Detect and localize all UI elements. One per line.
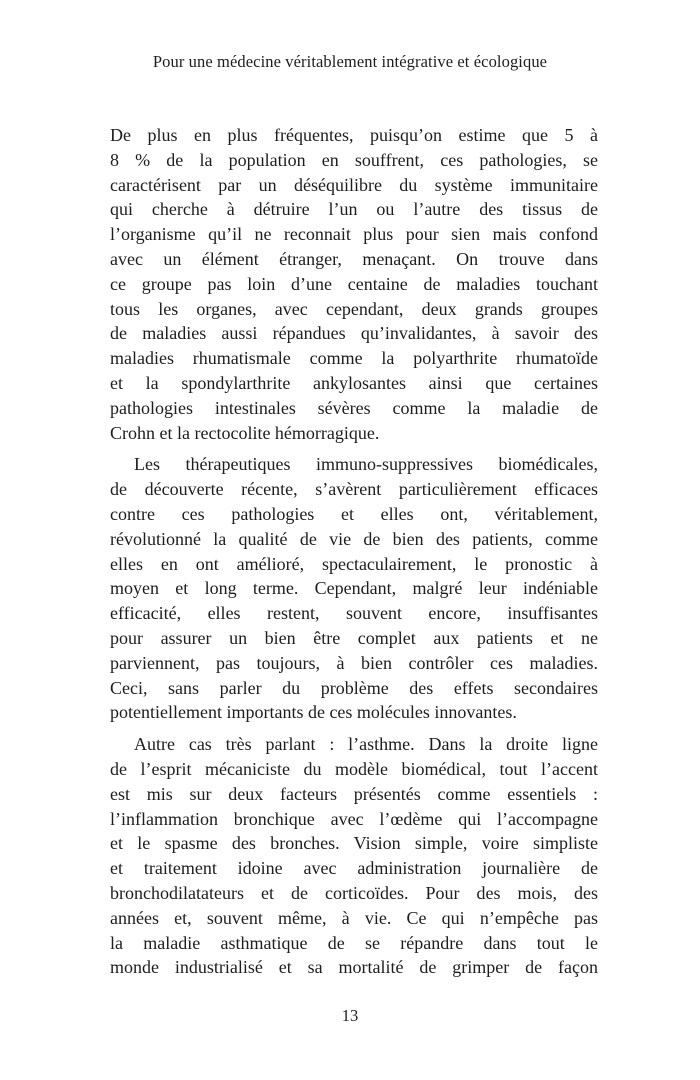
text-line: tous les organes, avec cependant, deux grands groupes	[110, 298, 598, 319]
text-line: parviennent, pas toujours, à bien contrôler ces maladies.	[110, 652, 598, 673]
text-line: contre ces pathologies et elles ont, véritablement,	[110, 503, 598, 524]
text-line: années et, souvent même, à vie. Ce qui n’empêche pas	[110, 907, 598, 928]
text-line: l’organisme qu’il ne reconnait plus pour sien mais confond	[110, 224, 598, 245]
text-line: De plus en plus fréquentes, puisqu’on estime que 5 à	[110, 125, 598, 145]
text-line: de l’esprit mécaniciste du modèle biomédical, tout l’accent	[110, 758, 598, 779]
text-line: et le spasme des bronches. Vision simple, voire simpliste	[110, 833, 598, 854]
text-line: moyen et long terme. Cependant, malgré leur indéniable	[110, 578, 598, 599]
text-line: l’inflammation bronchique avec l’œdème qui l’accompagne	[110, 808, 598, 829]
text-block	[110, 123, 598, 980]
text-line: pathologies intestinales sévères comme la maladie de	[110, 397, 598, 418]
text-line: elles en ont amélioré, spectaculairement, le pronostic à	[110, 553, 598, 574]
text-line: et la spondylarthrite ankylosantes ainsi que certaines	[110, 372, 598, 393]
text-line: avec un élément étranger, menaçant. On trouve dans	[110, 248, 598, 269]
text-line: révolutionné la qualité de vie de bien des patients, comme	[110, 528, 598, 549]
text-line: et traitement idoine avec administration journalière de	[110, 858, 598, 879]
text-line: de maladies aussi répandues qu’invalidantes, à savoir des	[110, 323, 598, 344]
paragraph	[110, 452, 598, 725]
text-line: Les thérapeutiques immuno-suppressives biomédicales,	[134, 454, 598, 475]
paragraph	[110, 123, 598, 445]
page-number: 13	[341, 1006, 359, 1025]
text-line: potentiellement importants de ces molécules innovantes.	[110, 702, 517, 723]
paragraph	[110, 732, 598, 980]
running-header: Pour une médecine véritablement intégrative et écologique	[152, 52, 548, 71]
text-line: de découverte récente, s’avèrent particulièrement efficaces	[110, 479, 598, 500]
text-line: monde industrialisé et sa mortalité de grimper de façon	[110, 957, 598, 978]
text-line: qui cherche à détruire l’un ou l’autre des tissus de	[110, 199, 598, 220]
text-line: Ceci, sans parler du problème des effets secondaires	[110, 677, 598, 698]
text-line: bronchodilatateurs et de corticoïdes. Pour des mois, des	[110, 882, 598, 903]
text-line: maladies rhumatismale comme la polyarthrite rhumatoïde	[110, 348, 598, 369]
text-line: efficacité, elles restent, souvent encore, insuffisantes	[110, 603, 598, 624]
text-line: pour assurer un bien être complet aux patients et ne	[110, 627, 598, 648]
text-line: ce groupe pas loin d’une centaine de maladies touchant	[110, 273, 598, 294]
text-line: est mis sur deux facteurs présentés comme essentiels :	[110, 783, 598, 804]
text-line: 8 % de la population en souffrent, ces pathologies, se	[110, 149, 598, 170]
text-line: Autre cas très parlant : l’asthme. Dans la droite ligne	[134, 734, 598, 755]
text-line: la maladie asthmatique de se répandre dans tout le	[110, 932, 598, 953]
text-line: caractérisent par un déséquilibre du système immunitaire	[110, 174, 598, 195]
text-line: Crohn et la rectocolite hémorragique.	[110, 422, 380, 443]
